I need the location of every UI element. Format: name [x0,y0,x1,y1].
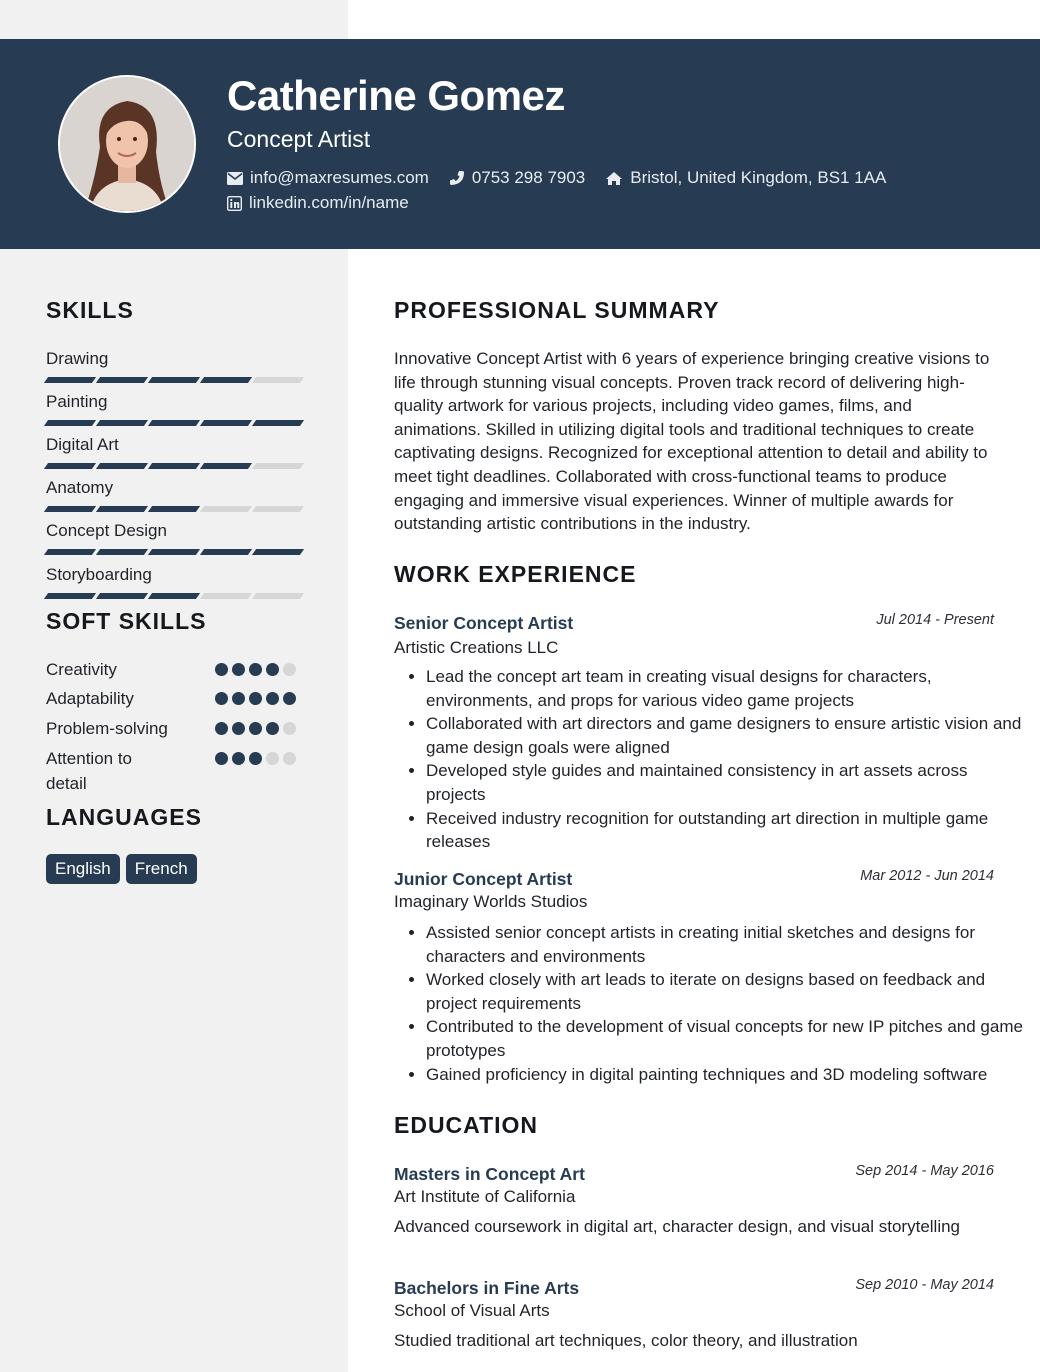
list-item: • Received industry recognition for outstanding art direction in multiple game releases [426,807,1026,854]
skill-segment [200,377,252,383]
email-text: info@maxresumes.com [250,168,429,187]
contact-row [227,167,906,189]
soft-skill-name: Problem-solving [46,719,168,738]
linkedin-item[interactable] [227,192,409,214]
skill-segment [252,506,304,512]
skill-bar [46,506,306,512]
summary-heading: PROFESSIONAL SUMMARY [394,297,720,323]
profile-photo [60,77,194,211]
skill-dot [283,663,296,676]
skill-bar [46,593,306,599]
skill-segment [96,420,148,426]
list-item: • Worked closely with art leads to iterate on designs based on feedback and project requirements [426,968,1026,1015]
education-date: Sep 2010 - May 2014 [855,1277,994,1293]
skill-segment [252,377,304,383]
skill-segment [44,506,96,512]
skill-dot [215,722,228,735]
skill-dot [249,692,262,705]
skill-bar [46,377,306,383]
skill-segment [200,506,252,512]
skill-segment [148,506,200,512]
skill-segment [252,463,304,469]
education-description: Studied traditional art techniques, color theory, and illustration [394,1331,858,1350]
skill-dot [232,692,245,705]
experience-heading: WORK EXPERIENCE [394,561,637,587]
list-item: • Assisted senior concept artists in creating initial sketches and designs for characters and environments [426,921,1026,968]
soft-skill-dots [215,722,300,735]
skill-dot [266,722,279,735]
skill-dot [232,663,245,676]
skill-segment [44,463,96,469]
job-bullets [394,665,1026,854]
skill-segment [148,593,200,599]
skills-heading: SKILLS [46,297,134,323]
skill-dot [266,752,279,765]
skill-segment [252,593,304,599]
skill-name: Painting [46,392,108,411]
skill-segment [200,593,252,599]
linkedin-text: linkedin.com/in/name [249,193,409,212]
soft-skill-dots [215,663,300,676]
company-name: Imaginary Worlds Studios [394,892,588,911]
language-badge: French [126,854,197,884]
skill-bar [46,420,306,426]
skill-dot [249,752,262,765]
soft-skill-name: Attention to detail [46,749,133,793]
job-date: Mar 2012 - Jun 2014 [860,868,994,884]
summary-text: Innovative Concept Artist with 6 years of experience bringing creative visions to life through stunning visual concepts. Proven track record of delivering high-quality artwork for various projects, including video games, films, and animations. Skilled in utilizing digital tools and traditional techniques to create captivating designs. Recognized for exceptional attention to detail and ability to meet tight deadlines. Collaborated with cross-functional teams to produce engaging and immersive visual experiences. Winner of multiple awards for outstanding artistic contributions in the industry. [394,349,990,534]
soft-skill-dots [215,752,300,765]
phone-text: 0753 298 7903 [471,168,586,187]
skill-dot [266,692,279,705]
job-title: Junior Concept Artist [394,869,573,889]
soft-skill-dots [215,692,300,705]
avatar [58,75,196,213]
skill-name: Drawing [46,349,109,368]
degree-title: Masters in Concept Art [394,1164,585,1184]
phone-item[interactable] [449,167,585,189]
envelope-icon [227,172,243,185]
skill-dot [266,663,279,676]
education-date: Sep 2014 - May 2016 [855,1163,994,1179]
soft-skill-name: Adaptability [46,689,134,708]
skill-segment [252,549,304,555]
skill-segment [96,463,148,469]
skill-dot [215,692,228,705]
language-list [46,854,203,884]
resume-header [0,39,1040,249]
skill-segment [200,420,252,426]
list-item: • Contributed to the development of visual concepts for new IP pitches and game prototypes [426,1015,1026,1062]
skill-segment [148,377,200,383]
education-description: Advanced coursework in digital art, character design, and visual storytelling [394,1217,961,1236]
education-heading: EDUCATION [394,1112,539,1138]
soft-skill-name: Creativity [46,660,117,679]
skill-segment [96,549,148,555]
linkedin-icon [227,196,242,211]
candidate-name: Catherine Gomez [227,72,565,119]
languages-heading: LANGUAGES [46,804,202,830]
skill-name: Digital Art [46,435,119,454]
list-item: • Gained proficiency in digital painting techniques and 3D modeling software [426,1063,1026,1087]
skill-segment [44,549,96,555]
skill-segment [96,506,148,512]
candidate-title: Concept Artist [227,126,371,152]
contact-row-2 [227,192,429,214]
skill-name: Storyboarding [46,565,152,584]
skill-dot [283,752,296,765]
skill-dot [249,722,262,735]
skill-dot [215,752,228,765]
skill-dot [249,663,262,676]
school-name: Art Institute of California [394,1187,576,1206]
skill-segment [252,420,304,426]
school-name: School of Visual Arts [394,1301,550,1320]
skill-segment [96,377,148,383]
phone-icon [449,170,465,186]
list-item: • Developed style guides and maintained consistency in art assets across projects [426,759,1026,806]
skill-bar [46,549,306,555]
skill-dot [232,722,245,735]
soft-skills-heading: SOFT SKILLS [46,608,207,634]
list-item: • Collaborated with art directors and game designers to ensure artistic vision and game design goals were aligned [426,712,1026,759]
home-icon [605,171,623,186]
degree-title: Bachelors in Fine Arts [394,1278,580,1298]
skill-dot [283,692,296,705]
skill-dot [215,663,228,676]
skill-segment [96,593,148,599]
address-text: Bristol, United Kingdom, BS1 1AA [630,168,887,187]
skill-segment [44,593,96,599]
skill-segment [200,463,252,469]
skill-bar [46,463,306,469]
skill-segment [44,377,96,383]
skill-segment [44,420,96,426]
skill-segment [148,549,200,555]
skill-dot [232,752,245,765]
skill-dot [283,722,296,735]
skill-segment [148,463,200,469]
list-item: • Lead the concept art team in creating visual designs for characters, environments, and props for various video game projects [426,665,1026,712]
language-badge: English [46,854,120,884]
job-date: Jul 2014 - Present [876,612,994,628]
skill-segment [148,420,200,426]
skill-name: Anatomy [46,478,114,497]
company-name: Artistic Creations LLC [394,638,559,657]
job-bullets [394,921,1026,1086]
address-item [605,167,886,189]
skill-segment [200,549,252,555]
skill-name: Concept Design [46,521,167,540]
email-item[interactable] [227,167,429,189]
job-title: Senior Concept Artist [394,613,574,633]
